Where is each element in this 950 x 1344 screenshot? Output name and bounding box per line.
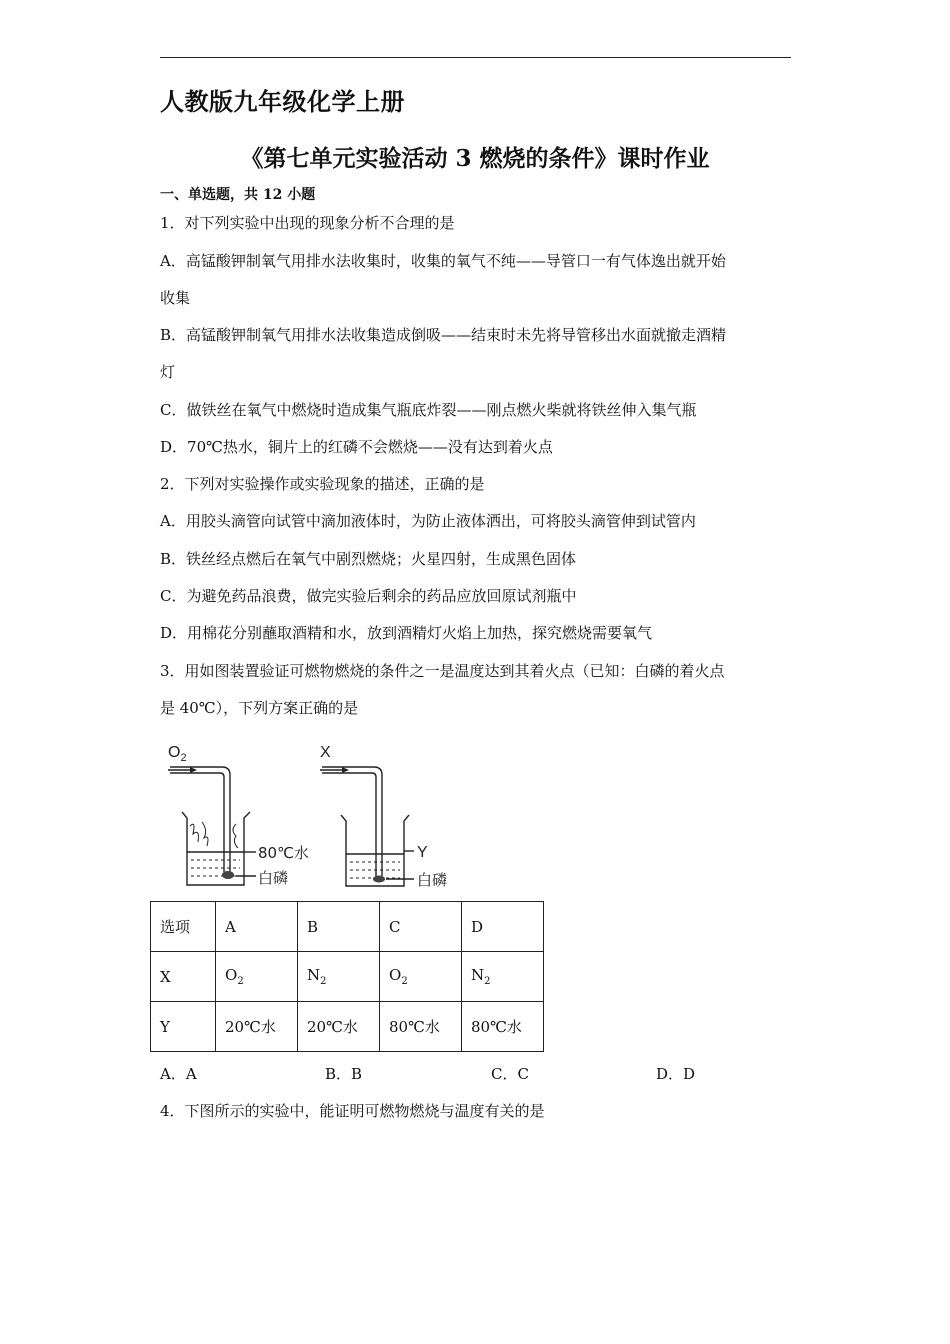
table-row (151, 1002, 544, 1052)
q3-answer-a: A．A (160, 1065, 197, 1083)
right-apparatus (320, 744, 447, 889)
left-arrow-head (190, 767, 197, 773)
q1-option-b-line2: 灯 (160, 363, 176, 381)
left-bubble-wisp-3 (233, 824, 238, 848)
left-tube-inner (170, 773, 224, 872)
right-beaker (341, 815, 409, 886)
q2-option-c: C．为避免药品浪费，做完实验后剩余的药品应放回原试剂瓶中 (160, 587, 577, 605)
q3-answer-b: B．B (325, 1065, 363, 1083)
right-tube-inner (322, 773, 376, 876)
table-header-cell: C (380, 902, 462, 952)
table-header-cell: D (462, 902, 544, 952)
right-white-phosphorus (373, 876, 385, 883)
table-cell: $N_2$ (298, 952, 380, 1002)
right-arrow-head (342, 767, 349, 773)
q3-stem-line1: 3．用如图装置验证可燃物燃烧的条件之一是温度达到其着火点（已知：白磷的着火点 (160, 662, 725, 680)
table-row-label: X (151, 952, 216, 1002)
header-rule (160, 57, 791, 58)
q2-stem: 2．下列对实验操作或实验现象的描述，正确的是 (160, 475, 485, 493)
right-tube-outer (322, 767, 382, 876)
right-liquid-label: Y (417, 844, 428, 861)
table-cell: 20℃水 (298, 1002, 380, 1052)
q2-option-b: B．铁丝经点燃后在氧气中剧烈燃烧；火星四射，生成黑色固体 (160, 550, 577, 568)
table-cell: 80℃水 (380, 1002, 462, 1052)
left-water-label: 80℃水 (258, 844, 309, 862)
table-row (151, 902, 544, 952)
left-solid-label: 白磷 (258, 869, 289, 887)
table-header-cell: 选项 (151, 902, 216, 952)
options-table (150, 901, 544, 1052)
left-apparatus (168, 744, 309, 887)
beaker-diagram (160, 738, 480, 898)
left-beaker (182, 812, 250, 885)
q3-answer-d: D．D (656, 1065, 696, 1083)
left-tube-outer (170, 767, 230, 872)
table-cell: $N_2$ (462, 952, 544, 1002)
q1-option-b-line1: B．高锰酸钾制氧气用排水法收集造成倒吸——结束时未先将导管移出水面就撤走酒精 (160, 326, 727, 344)
book-title: 人教版九年级化学上册 (160, 87, 405, 116)
table-header-cell: A (216, 902, 298, 952)
right-gas-label: X (320, 744, 331, 761)
left-bubble-wisp-1 (190, 824, 198, 842)
section-heading: 一、单选题，共 12 小题 (160, 187, 316, 203)
table-cell: 20℃水 (216, 1002, 298, 1052)
table-header-cell: B (298, 902, 380, 952)
q1-option-a-line2: 收集 (160, 289, 191, 307)
q1-stem: 1．对下列实验中出现的现象分析不合理的是 (160, 214, 455, 232)
q3-stem-line2: 是 40℃），下列方案正确的是 (160, 699, 359, 717)
q2-option-a: A．用胶头滴管向试管中滴加液体时，为防止液体洒出，可将胶头滴管伸到试管内 (160, 512, 696, 530)
beaker-diagram-svg (160, 738, 480, 898)
table-row (151, 952, 544, 1002)
left-white-phosphorus (222, 871, 234, 879)
left-bubble-wisp-2 (202, 822, 208, 846)
q3-answer-c: C．C (491, 1065, 529, 1083)
table-cell: $O_2$ (216, 952, 298, 1002)
q1-option-d: D．70℃热水，铜片上的红磷不会燃烧——没有达到着火点 (160, 438, 553, 456)
q1-option-a-line1: A．高锰酸钾制氧气用排水法收集时，收集的氧气不纯——导管口一有气体逸出就开始 (160, 252, 726, 270)
q1-option-c: C．做铁丝在氧气中燃烧时造成集气瓶底炸裂——刚点燃火柴就将铁丝伸入集气瓶 (160, 401, 697, 419)
table-row-label: Y (151, 1002, 216, 1052)
q2-option-d: D．用棉花分别蘸取酒精和水，放到酒精灯火焰上加热，探究燃烧需要氧气 (160, 624, 653, 642)
table-cell: $O_2$ (380, 952, 462, 1002)
left-gas-label: $O_2$ (168, 744, 187, 764)
worksheet-title: 《第七单元实验活动 3 燃烧的条件》课时作业 (240, 145, 710, 172)
q4-stem: 4．下图所示的实验中，能证明可燃物燃烧与温度有关的是 (160, 1102, 545, 1120)
table-cell: 80℃水 (462, 1002, 544, 1052)
right-solid-label: 白磷 (417, 871, 448, 889)
